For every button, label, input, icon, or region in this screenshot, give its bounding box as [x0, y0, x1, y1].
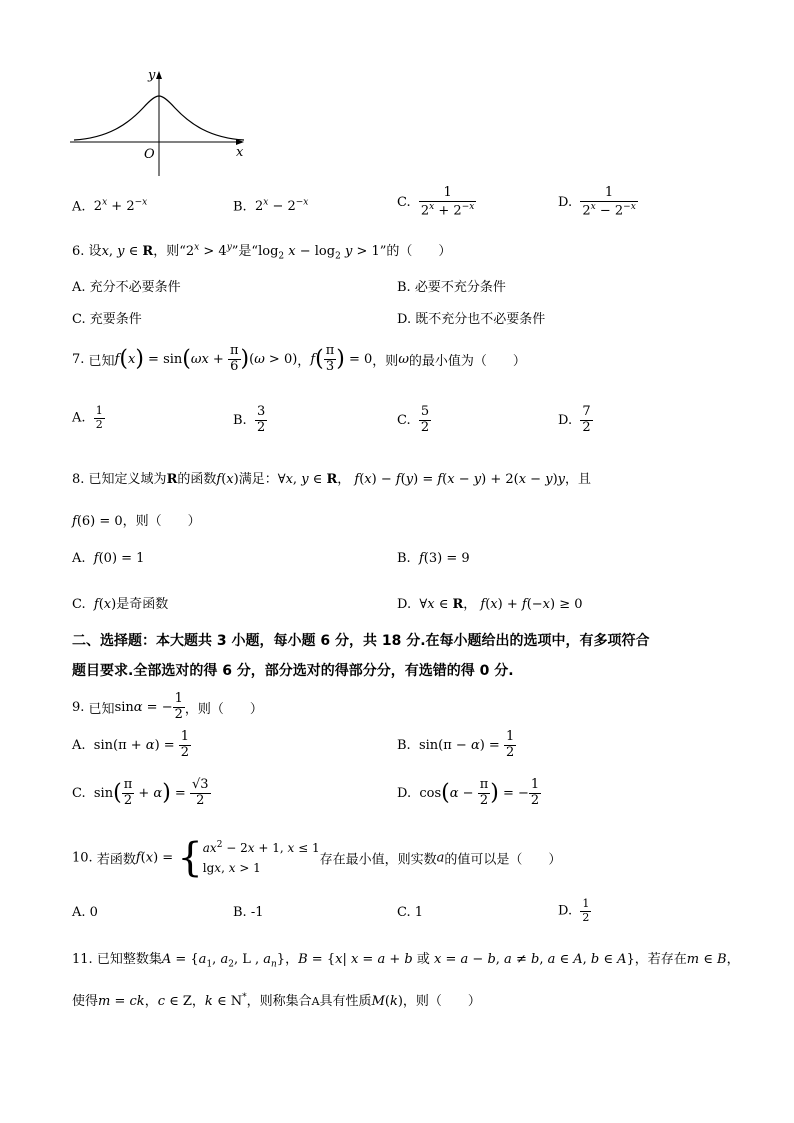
q8-option-b[interactable]: B. f(3) = 9 [397, 551, 470, 566]
q6-option-d[interactable]: D. 既不充分也不必要条件 [397, 312, 546, 327]
section-2-heading-line2: 题目要求.全部选对的得 6 分，部分选对的得部分分，有选错的得 0 分. [72, 663, 514, 679]
q7-option-b[interactable]: B. $\frac{3}{2}$ [233, 404, 266, 435]
option-label: C. [397, 195, 411, 211]
q8-option-a[interactable]: A. f(0) = 1 [72, 551, 145, 566]
y-axis-arrow [156, 71, 162, 79]
q10-option-c[interactable]: C. 1 [397, 905, 424, 920]
q8-stem: 8. 已知定义域为R的函数f(x)满足：∀x, y ∈ R， f(x) − f(y) = f(x − y) + 2(x − y)y，且 [72, 472, 592, 487]
q7-option-a[interactable]: A. $\frac{1}{2}$ [72, 404, 103, 431]
q8-option-d[interactable]: D. ∀x ∈ R， f(x) + f(−x) ≥ 0 [397, 597, 583, 612]
q5-option-d[interactable] [558, 186, 638, 219]
bell-curve-graph [68, 66, 253, 181]
q11-stem: 11. 已知整数集$A = \{a_1$, $a_2$, L , $a_n$}，B = {x| x = a + b 或 x = a − b, a ≠ b, a ∈ A, b ∈ A}，若存在m ∈ B， [72, 952, 740, 970]
q5-b-math: $2^x - 2^{-x}$ [254, 198, 309, 215]
q6-option-c[interactable]: C. 充要条件 [72, 312, 142, 327]
option-label: B. [233, 199, 247, 215]
q8-stem-line2: f(6) = 0，则（ ） [72, 514, 201, 529]
q10-option-d[interactable]: D. $\frac{1}{2}$ [558, 897, 590, 924]
q5-d-frac: $\frac{1}{2^x - 2^{-x}}$ [582, 185, 636, 219]
q6-stem: 6. 设x, y ∈ R，则“$2^x > 4^y$”是“$\log_2$ $x - \log_2 y > 1$”的（ ） [72, 242, 452, 262]
section-2-heading-line1: 二、选择题：本大题共 3 小题，每小题 6 分，共 18 分.在每小题给出的选项中，有多项符合 [72, 633, 650, 649]
origin-label: O [144, 147, 155, 162]
q5-option-c[interactable] [397, 186, 476, 219]
q6-option-a[interactable]: A. 充分不必要条件 [72, 280, 181, 295]
q10-option-a[interactable]: A. 0 [72, 905, 98, 920]
x-axis-label: x [236, 145, 244, 160]
q11-stem-line2: 使得m = ck，c ∈ Z，k ∈ N*，则称集合A具有性质M(k)，则（ ） [72, 992, 481, 1009]
q7-option-c[interactable]: C. $\frac{5}{2}$ [397, 404, 430, 435]
q8-option-c[interactable]: C. f(x)是奇函数 [72, 597, 169, 612]
q5-option-a[interactable] [72, 198, 147, 214]
q5-c-frac: $\frac{1}{2^x + 2^{-x}}$ [420, 185, 475, 219]
q9-option-d[interactable]: D. cos(α − $\frac{\pi}{2}$ ) = − $\frac{1}{2}$ [397, 777, 540, 808]
q9-option-b[interactable]: B. sin(π − α) = $\frac{1}{2}$ [397, 729, 515, 760]
q7-option-d[interactable]: D. $\frac{7}{2}$ [558, 404, 591, 435]
q10-stem: 10. 若函数f(x) = { $ax^2 - 2x + 1$, x ≤ 1 lgx, x > 1 存在最小值，则实数a的值可以是（ ） [72, 835, 562, 881]
q5-a-math: $2^x + 2^{-x}$ [93, 198, 148, 215]
q7-stem: 7. 已知f(x) = sin(ωx + $\frac{\pi}{6}$ )(ω > 0)，f( $\frac{\pi}{3}$ ) = 0，则ω的最小值为（ ） [72, 343, 526, 374]
option-label: D. [558, 195, 573, 211]
q9-option-a[interactable]: A. sin(π + α) = $\frac{1}{2}$ [72, 729, 190, 760]
option-label: A. [72, 199, 86, 215]
q9-stem: 9. 已知sinα = − $\frac{1}{2}$ ，则（ ） [72, 691, 263, 722]
q5-option-b[interactable] [233, 198, 308, 214]
y-axis-label: y [148, 68, 156, 83]
q10-option-b[interactable]: B. -1 [233, 905, 264, 920]
q6-option-b[interactable]: B. 必要不充分条件 [397, 280, 506, 295]
q9-option-c[interactable]: C. sin( $\frac{\pi}{2}$ + α) = $\frac{√3}{2}$ [72, 777, 209, 808]
